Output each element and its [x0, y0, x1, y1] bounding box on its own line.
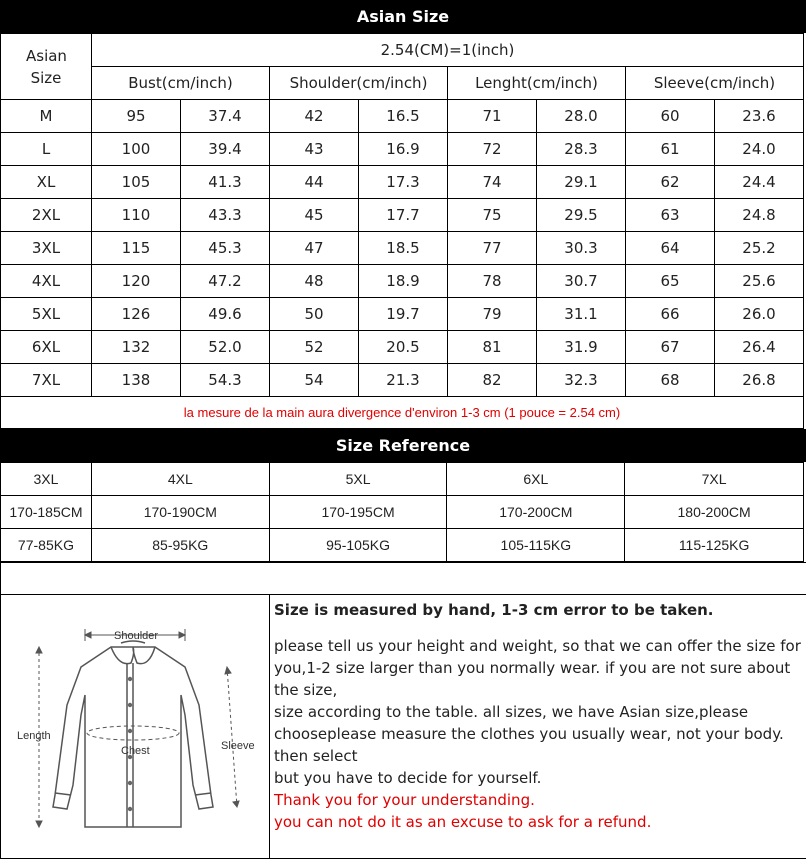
reference-height-cell: 170-200CM — [447, 496, 625, 529]
measurement-cell: 64 — [626, 232, 715, 265]
sleeve-label: Sleeve — [221, 740, 255, 752]
measurement-cell: 28.3 — [537, 133, 626, 166]
measurement-cell: 47.2 — [181, 265, 270, 298]
asian-size-table — [0, 33, 804, 397]
size-row — [1, 100, 804, 133]
reference-size-cell: 5XL — [269, 463, 447, 496]
measurement-cell: 31.1 — [537, 298, 626, 331]
measurement-cell: 16.9 — [359, 133, 448, 166]
shirt-diagram — [1, 595, 270, 858]
measurement-cell: 126 — [92, 298, 181, 331]
size-label-cell: M — [1, 100, 92, 133]
reference-height-cell: 170-190CM — [91, 496, 269, 529]
measurement-cell: 115 — [92, 232, 181, 265]
size-label-cell: 6XL — [1, 331, 92, 364]
blank-row — [0, 562, 806, 595]
measurement-cell: 43.3 — [181, 199, 270, 232]
instructions-thanks: Thank you for your understanding. — [274, 791, 535, 809]
measurement-cell: 105 — [92, 166, 181, 199]
reference-size-cell: 7XL — [625, 463, 804, 496]
measurement-cell: 18.5 — [359, 232, 448, 265]
measurement-note: la mesure de la main aura divergence d'environ 1-3 cm (1 pouce = 2.54 cm) — [0, 396, 804, 429]
measurement-cell: 81 — [448, 331, 537, 364]
column-header: Bust(cm/inch) — [92, 67, 270, 100]
measurement-cell: 54.3 — [181, 364, 270, 397]
column-header: Sleeve(cm/inch) — [626, 67, 804, 100]
measurement-cell: 60 — [626, 100, 715, 133]
size-row — [1, 232, 804, 265]
measurement-cell: 39.4 — [181, 133, 270, 166]
column-header: Lenght(cm/inch) — [448, 67, 626, 100]
length-label: Length — [17, 730, 51, 742]
measurement-cell: 32.3 — [537, 364, 626, 397]
measurement-cell: 138 — [92, 364, 181, 397]
measurement-cell: 24.4 — [715, 166, 804, 199]
measurement-cell: 29.1 — [537, 166, 626, 199]
reference-weight-row — [1, 529, 804, 562]
size-label-cell: XL — [1, 166, 92, 199]
measurement-cell: 17.7 — [359, 199, 448, 232]
measurement-cell: 43 — [270, 133, 359, 166]
measurement-cell: 45 — [270, 199, 359, 232]
instructions-line2: size according to the table. all sizes, we have Asian size,please chooseplease measure the clothes you usually wear, not your body. then select — [274, 703, 784, 765]
measurement-cell: 25.6 — [715, 265, 804, 298]
instructions-line1: please tell us your height and weight, so that we can offer the size for you,1-2 size larger than you normally wear. if you are not sure about the size, — [274, 637, 801, 699]
size-row — [1, 199, 804, 232]
measurement-cell: 63 — [626, 199, 715, 232]
measurement-cell: 19.7 — [359, 298, 448, 331]
measurement-cell: 42 — [270, 100, 359, 133]
size-label-cell: 4XL — [1, 265, 92, 298]
measurement-cell: 23.6 — [715, 100, 804, 133]
measurement-cell: 26.0 — [715, 298, 804, 331]
measurement-cell: 21.3 — [359, 364, 448, 397]
shirt-illustration — [1, 595, 269, 858]
reference-weight-cell: 105-115KG — [447, 529, 625, 562]
measurement-cell: 41.3 — [181, 166, 270, 199]
measurement-cell: 66 — [626, 298, 715, 331]
measurement-cell: 52.0 — [181, 331, 270, 364]
instructions-refund: you can not do it as an excuse to ask for a refund. — [274, 813, 652, 831]
size-row — [1, 133, 804, 166]
size-reference-title: Size Reference — [0, 429, 806, 462]
measurement-cell: 49.6 — [181, 298, 270, 331]
measurement-cell: 77 — [448, 232, 537, 265]
reference-weight-cell: 95-105KG — [269, 529, 447, 562]
shoulder-label: Shoulder — [114, 630, 159, 642]
size-label-cell: 7XL — [1, 364, 92, 397]
measurement-cell: 18.9 — [359, 265, 448, 298]
size-label-cell: 5XL — [1, 298, 92, 331]
size-row — [1, 298, 804, 331]
measurement-cell: 82 — [448, 364, 537, 397]
measurement-cell: 120 — [92, 265, 181, 298]
measurement-cell: 100 — [92, 133, 181, 166]
size-label-cell: 2XL — [1, 199, 92, 232]
measurement-cell: 67 — [626, 331, 715, 364]
measurement-cell: 65 — [626, 265, 715, 298]
measurement-cell: 132 — [92, 331, 181, 364]
measurement-cell: 24.8 — [715, 199, 804, 232]
instructions — [274, 599, 804, 833]
reference-size-row — [1, 463, 804, 496]
reference-height-cell: 180-200CM — [625, 496, 804, 529]
measurement-cell: 28.0 — [537, 100, 626, 133]
measurement-cell: 24.0 — [715, 133, 804, 166]
measurement-cell: 74 — [448, 166, 537, 199]
measurement-cell: 52 — [270, 331, 359, 364]
corner-label: Asian Size — [1, 34, 92, 100]
reference-height-cell: 170-195CM — [269, 496, 447, 529]
measurement-cell: 25.2 — [715, 232, 804, 265]
instructions-headline: Size is measured by hand, 1-3 cm error to be taken. — [274, 601, 714, 619]
reference-weight-cell: 77-85KG — [1, 529, 92, 562]
reference-size-cell: 4XL — [91, 463, 269, 496]
measurement-cell: 61 — [626, 133, 715, 166]
size-row — [1, 331, 804, 364]
measurement-cell: 110 — [92, 199, 181, 232]
measurement-cell: 47 — [270, 232, 359, 265]
measurement-cell: 26.4 — [715, 331, 804, 364]
measurement-cell: 62 — [626, 166, 715, 199]
measurement-cell: 50 — [270, 298, 359, 331]
measurement-cell: 48 — [270, 265, 359, 298]
conversion-label: 2.54(CM)=1(inch) — [92, 34, 804, 67]
reference-size-cell: 3XL — [1, 463, 92, 496]
measurement-cell: 78 — [448, 265, 537, 298]
size-label-cell: L — [1, 133, 92, 166]
reference-weight-cell: 115-125KG — [625, 529, 804, 562]
info-section — [0, 594, 806, 859]
asian-size-title: Asian Size — [0, 0, 806, 33]
measurement-cell: 29.5 — [537, 199, 626, 232]
chest-label: Chest — [121, 745, 150, 757]
reference-height-row — [1, 496, 804, 529]
size-row — [1, 265, 804, 298]
measurement-cell: 79 — [448, 298, 537, 331]
measurement-cell: 26.8 — [715, 364, 804, 397]
measurement-cell: 72 — [448, 133, 537, 166]
measurement-cell: 71 — [448, 100, 537, 133]
size-row — [1, 166, 804, 199]
measurement-cell: 75 — [448, 199, 537, 232]
measurement-cell: 31.9 — [537, 331, 626, 364]
measurement-cell: 68 — [626, 364, 715, 397]
measurement-cell: 30.7 — [537, 265, 626, 298]
size-label-cell: 3XL — [1, 232, 92, 265]
size-reference-table — [0, 462, 804, 562]
header-row — [1, 67, 804, 100]
reference-weight-cell: 85-95KG — [91, 529, 269, 562]
reference-height-cell: 170-185CM — [1, 496, 92, 529]
measurement-cell: 20.5 — [359, 331, 448, 364]
reference-size-cell: 6XL — [447, 463, 625, 496]
instructions-line3: but you have to decide for yourself. — [274, 769, 542, 787]
measurement-cell: 37.4 — [181, 100, 270, 133]
column-header: Shoulder(cm/inch) — [270, 67, 448, 100]
measurement-cell: 17.3 — [359, 166, 448, 199]
measurement-cell: 44 — [270, 166, 359, 199]
measurement-cell: 30.3 — [537, 232, 626, 265]
measurement-cell: 16.5 — [359, 100, 448, 133]
measurement-cell: 95 — [92, 100, 181, 133]
size-row — [1, 364, 804, 397]
measurement-cell: 54 — [270, 364, 359, 397]
measurement-cell: 45.3 — [181, 232, 270, 265]
